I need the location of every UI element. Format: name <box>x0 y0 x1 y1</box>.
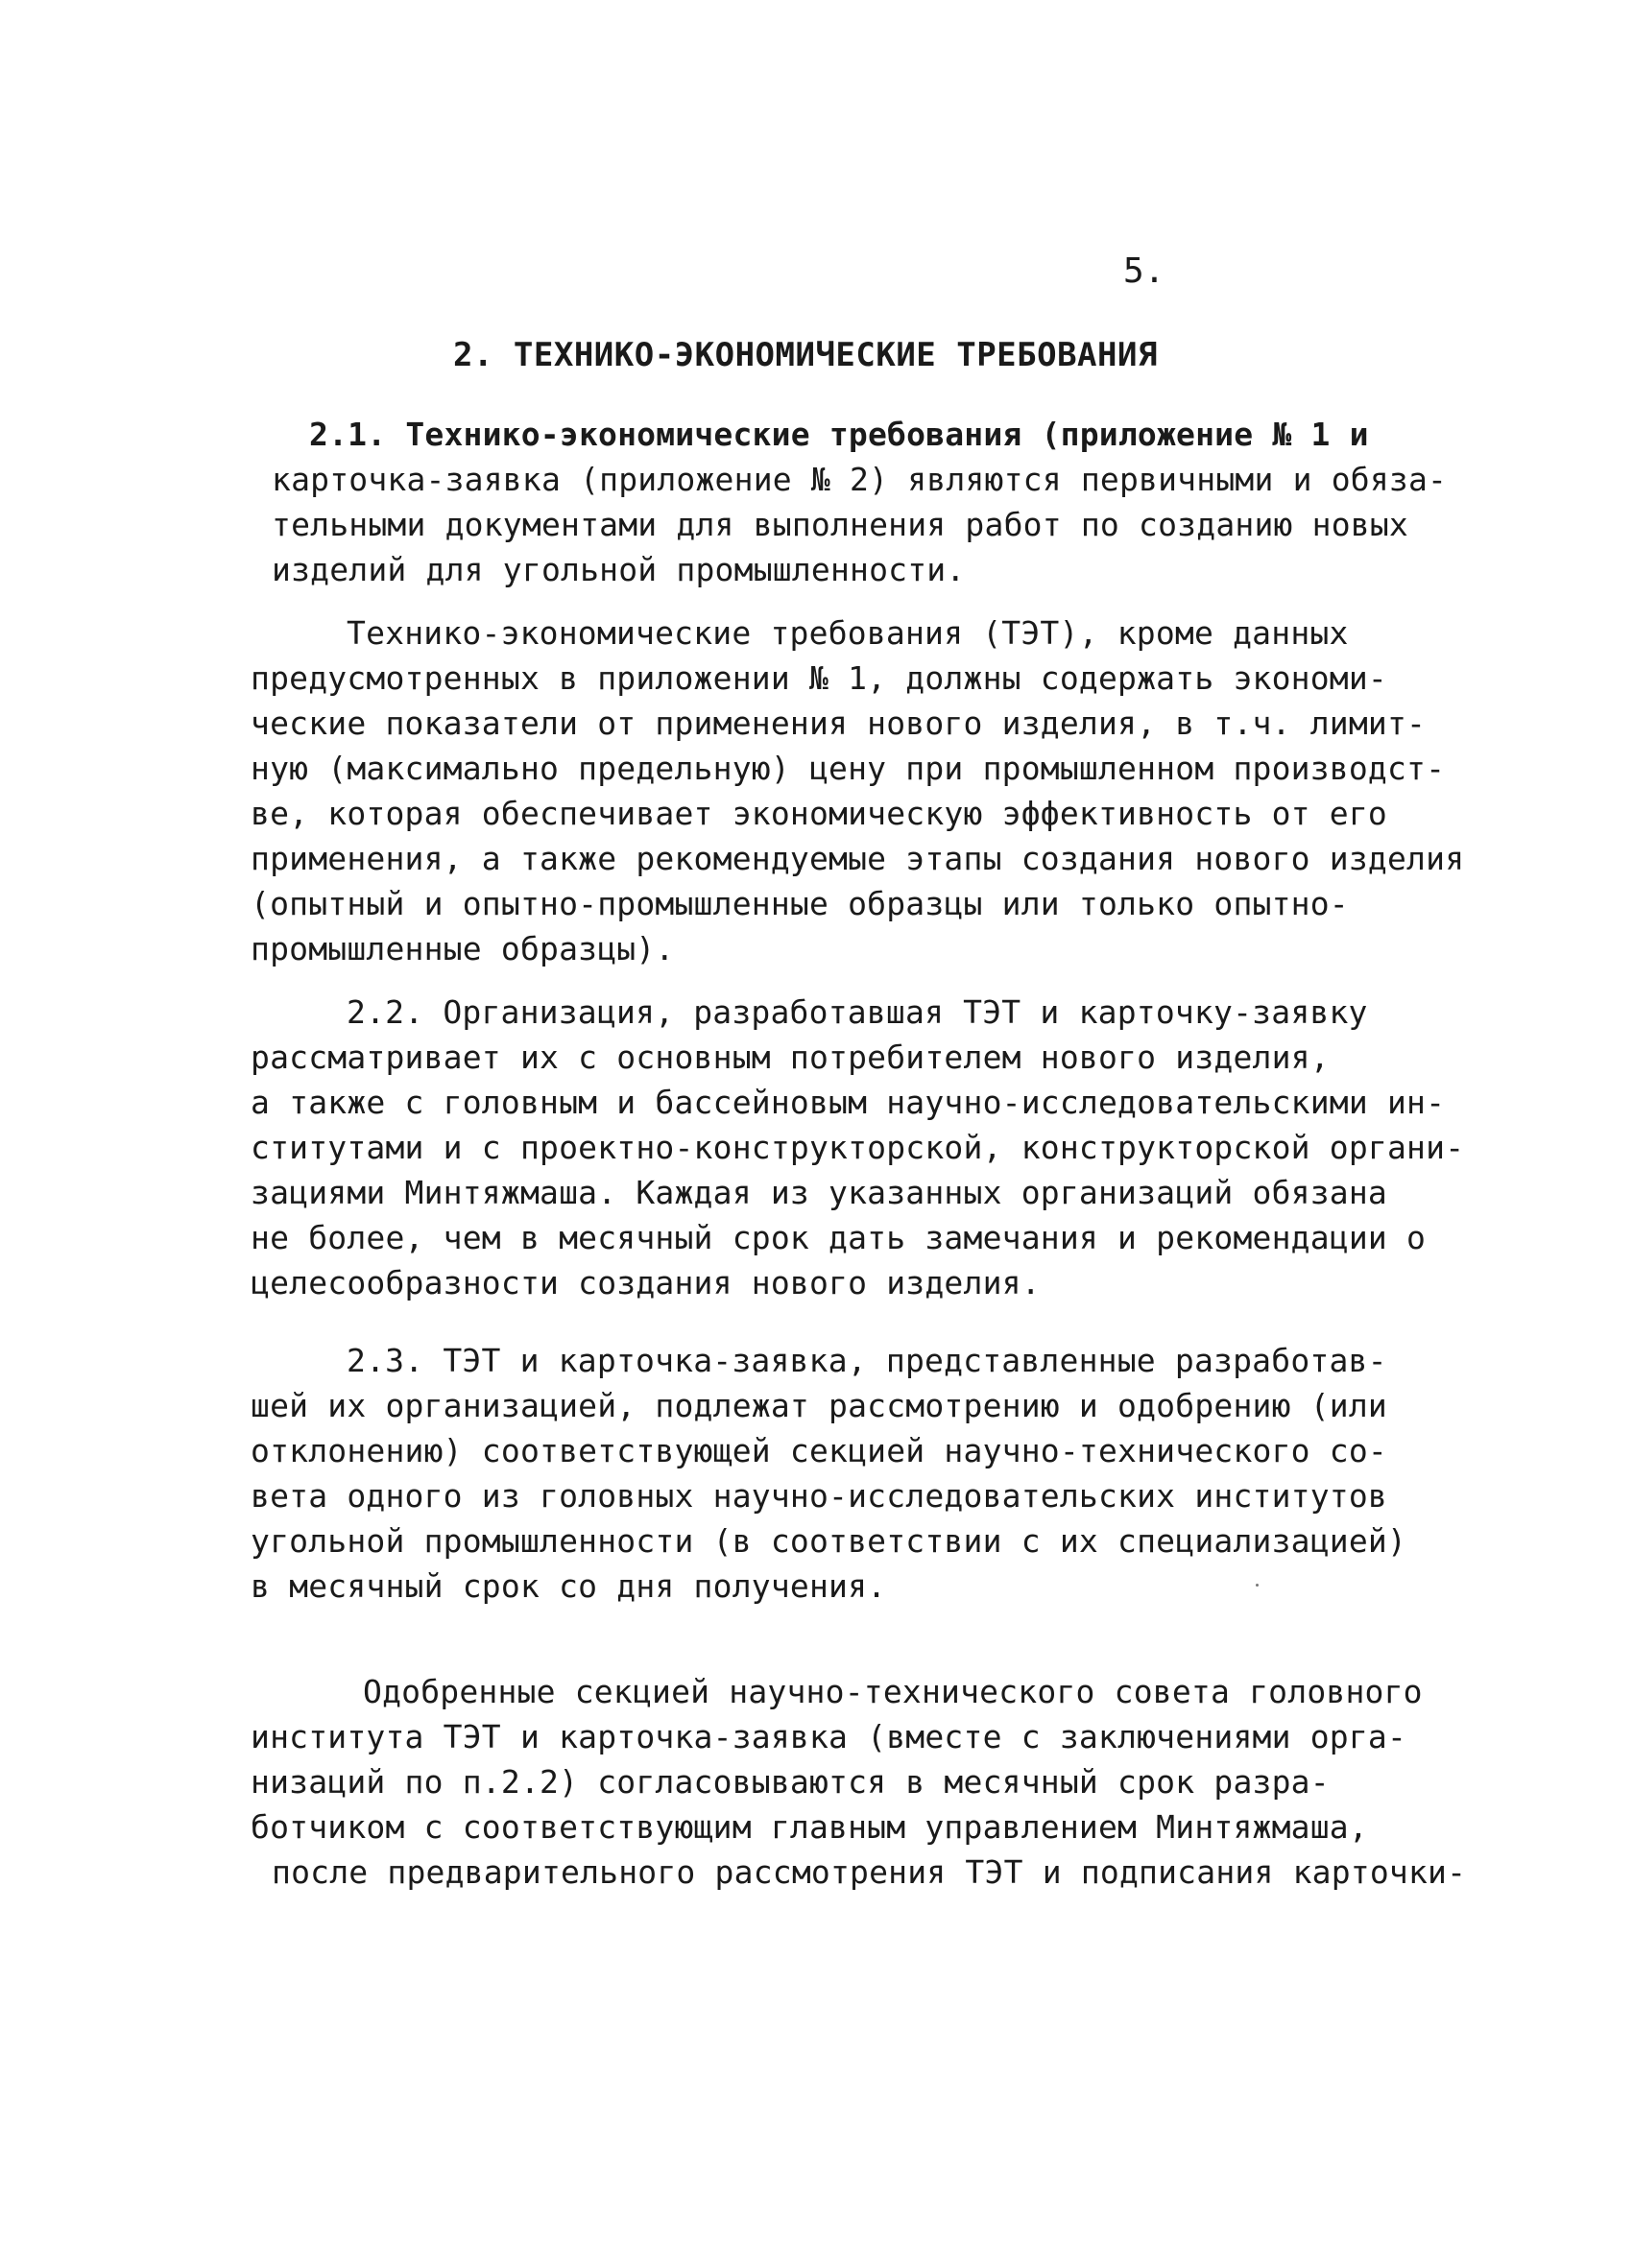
text-line: применения, а также рекомендуемые этапы создания нового изделия <box>251 840 1465 877</box>
text-line: тельными документами для выполнения работ по созданию новых <box>272 506 1408 543</box>
text-line: низаций по п.2.2) согласовываются в месячный срок разра- <box>251 1763 1330 1801</box>
text-line: рассматривает их с основным потребителем нового изделия, <box>251 1039 1330 1076</box>
text-line: не более, чем в месячный срок дать замечания и рекомендации о <box>251 1219 1427 1256</box>
text-line: в месячный срок со дня получения. <box>251 1567 887 1605</box>
text-line: изделий для угольной промышленности. <box>272 551 966 588</box>
text-line: промышленные образцы). <box>251 930 675 967</box>
text-line: карточка-заявка (приложение № 2) являются первичными и обяза- <box>272 461 1448 498</box>
scan-speck <box>1256 1584 1259 1587</box>
text-line: ную (максимально предельную) цену при промышленном производст- <box>251 750 1446 787</box>
text-line: Технико-экономические требования (ТЭТ), кроме данных <box>347 614 1349 652</box>
text-line: вета одного из головных научно-исследовательских институтов <box>251 1477 1387 1515</box>
text-line: 2.1. Технико-экономические требования (приложение № 1 и <box>309 416 1369 453</box>
text-line: Одобренные секцией научно-технического совета головного <box>363 1673 1423 1710</box>
text-line: целесообразности создания нового изделия. <box>251 1264 1041 1301</box>
page-number: 5. <box>1123 251 1165 291</box>
text-line: института ТЭТ и карточка-заявка (вместе с заключениями орга- <box>251 1718 1407 1755</box>
text-line: (опытный и опытно-промышленные образцы или только опытно- <box>251 885 1349 922</box>
text-line: ческие показатели от применения нового изделия, в т.ч. лимит- <box>251 704 1427 742</box>
section-heading: 2. ТЕХНИКО-ЭКОНОМИЧЕСКИЕ ТРЕБОВАНИЯ <box>453 336 1158 374</box>
text-line: предусмотренных в приложении № 1, должны содержать экономи- <box>251 659 1387 697</box>
text-line: зациями Минтяжмаша. Каждая из указанных организаций обязана <box>251 1174 1387 1211</box>
text-line: шей их организацией, подлежат рассмотрению и одобрению (или <box>251 1387 1387 1424</box>
text-line: после предварительного рассмотрения ТЭТ и подписания карточки- <box>272 1853 1467 1891</box>
text-line: 2.2. Организация, разработавшая ТЭТ и карточку-заявку <box>347 993 1368 1031</box>
text-line: угольной промышленности (в соответствии с их специализацией) <box>251 1522 1407 1560</box>
text-line: ститутами и с проектно-конструкторской, конструкторской органи- <box>251 1129 1465 1166</box>
text-line: отклонению) соответствующей секцией научно-технического со- <box>251 1432 1387 1469</box>
text-line: а также с головным и бассейновым научно-исследовательскими ин- <box>251 1084 1446 1121</box>
text-line: ботчиком с соответствующим главным управлением Минтяжмаша, <box>251 1808 1368 1846</box>
text-line: ве, которая обеспечивает экономическую эффективность от его <box>251 795 1387 832</box>
text-line: 2.3. ТЭТ и карточка-заявка, представленные разработав- <box>347 1342 1387 1379</box>
